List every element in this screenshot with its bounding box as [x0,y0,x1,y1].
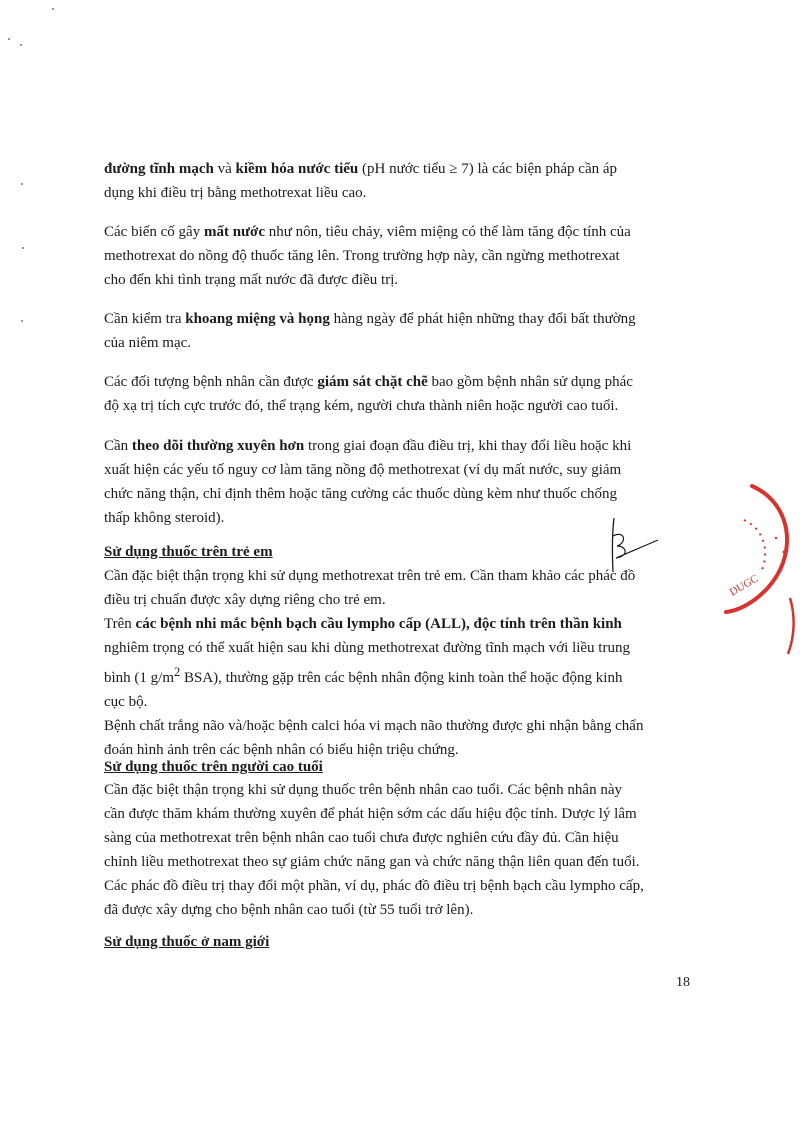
text-line [104,690,690,714]
section-body [104,778,690,922]
text-run: Cần kiểm tra [104,311,186,327]
scan-speck [21,183,23,185]
text-run: Các biến cố gây [104,224,204,240]
text-run: Trên [104,616,136,632]
text-run: Các đối tượng bệnh nhân cần được [104,374,318,390]
text-line [104,394,690,418]
bold-text: kiềm hóa nước tiểu [235,161,359,177]
text-line [104,874,690,898]
text-run: cho đến khi tình trạng mất nước đã được điều trị. [104,272,399,288]
text-run: như nôn, tiêu chảy, viêm miệng có thể làm tăng độc tính của [265,224,631,240]
text-run: điều trị chuẩn được xây dựng riêng cho trẻ em. [104,592,386,608]
scan-speck [21,320,23,322]
text-run: bình (1 g/m [104,670,174,686]
text-line [104,802,690,826]
text-line [104,157,690,181]
scan-speck [8,38,10,40]
text-run: và [213,161,236,177]
text-run: sàng của methotrexat trên bệnh nhân cao tuổi chưa được nghiên cứu đầy đủ. Cần hiệu [104,830,619,846]
text-run: bao gồm bệnh nhân sử dụng phác [427,374,633,390]
paragraph [104,157,690,205]
text-run: cần được thăm khám thường xuyên để phát hiện sớm các dấu hiệu độc tính. Dược lý lâm [104,806,637,822]
red-stamp [722,478,800,658]
text-run: độ xạ trị tích cực trước đó, thể trạng kém, người chưa thành niên hoặc người cao tuổi. [104,398,619,414]
text-run: (pH nước tiểu ≥ 7) là các biện pháp cần áp [358,161,618,177]
text-line [104,482,690,506]
text-line [104,220,690,244]
bold-text: các bệnh nhi mắc bệnh bạch cầu lympho cấp (ALL), độc tính trên thần kinh [135,616,622,632]
bold-text: theo dõi thường xuyên hơn [131,438,305,454]
text-run: của niêm mạc. [104,335,192,351]
bold-text: giám sát chặt chẽ [317,374,428,390]
scan-speck [52,8,54,10]
text-run: thấp không steroid). [104,510,225,526]
text-run: BSA), thường gặp trên các bệnh nhân động kinh toàn thể hoặc động kinh [180,670,623,686]
scan-speck [22,247,24,249]
text-line [104,660,690,690]
text-run: trong giai đoạn đầu điều trị, khi thay đổi liều hoặc khi [304,438,632,454]
text-line [104,588,690,612]
text-line [104,434,690,458]
signature-mark [600,516,670,576]
bold-text: đường tĩnh mạch [104,161,214,177]
text-line [104,826,690,850]
text-line [104,244,690,268]
text-line [104,636,690,660]
bold-text: mất nước [203,224,266,240]
text-run: Bệnh chất trắng não và/hoặc bệnh calci hóa vi mạch não thường được ghi nhận bằng chẩn [104,718,644,734]
bold-text: khoang miệng và họng [185,311,330,327]
text-run: dụng khi điều trị bằng methotrexat liều cao. [104,185,367,201]
scan-speck [20,44,22,46]
text-run: Cần [104,438,132,454]
paragraph [104,370,690,418]
page-number: 18 [676,975,690,990]
text-run: chỉnh liều methotrexat theo sự giảm chức năng gan và chức năng thận liên quan đến tuổi. [104,854,640,870]
stamp-text: DUGC [727,572,761,599]
section-heading-children: Sử dụng thuốc trên trẻ em [104,544,273,560]
text-run: xuất hiện các yếu tố nguy cơ làm tăng nồng độ methotrexat (ví dụ mất nước, suy giảm [104,462,622,478]
text-run: đoán hình ảnh trên các bệnh nhân có biểu hiện triệu chứng. [104,742,459,758]
text-run: chức năng thận, chỉ định thêm hoặc tăng cường các thuốc dùng kèm như thuốc chống [104,486,618,502]
text-line [104,778,690,802]
text-run: methotrexat do nồng độ thuốc tăng lên. Trong trường hợp này, cần ngừng methotrexat [104,248,620,264]
text-run: đã được xây dựng cho bệnh nhân cao tuổi (từ 55 tuổi trở lên). [104,902,474,918]
text-line [104,714,690,738]
text-line [104,898,690,922]
text-run: nghiêm trọng có thể xuất hiện sau khi dùng methotrexat đường tĩnh mạch với liều trung [104,640,630,656]
text-line [104,458,690,482]
section-heading-men: Sử dụng thuốc ở nam giới [104,934,270,950]
text-line [104,181,690,205]
text-run: Cần đặc biệt thận trọng khi sử dụng methotrexat trên trẻ em. Cần tham khảo các phác đồ [104,568,636,584]
section-body [104,564,690,762]
text-run: Các phác đồ điều trị thay đổi một phần, ví dụ, phác đồ điều trị bệnh bạch cầu lympho cấp, [104,878,644,894]
text-line [104,307,690,331]
text-run: hàng ngày để phát hiện những thay đổi bất thường [329,311,636,327]
superscript: 2 [174,665,181,679]
paragraph [104,220,690,292]
text-line [104,268,690,292]
text-line [104,850,690,874]
text-line [104,612,690,636]
paragraph [104,307,690,355]
text-line [104,331,690,355]
section-heading-elderly: Sử dụng thuốc trên người cao tuổi [104,759,323,775]
text-run: cục bộ. [104,694,148,710]
text-run: Cần đặc biệt thận trọng khi sử dụng thuốc trên bệnh nhân cao tuổi. Các bệnh nhân này [104,782,622,798]
text-line [104,370,690,394]
